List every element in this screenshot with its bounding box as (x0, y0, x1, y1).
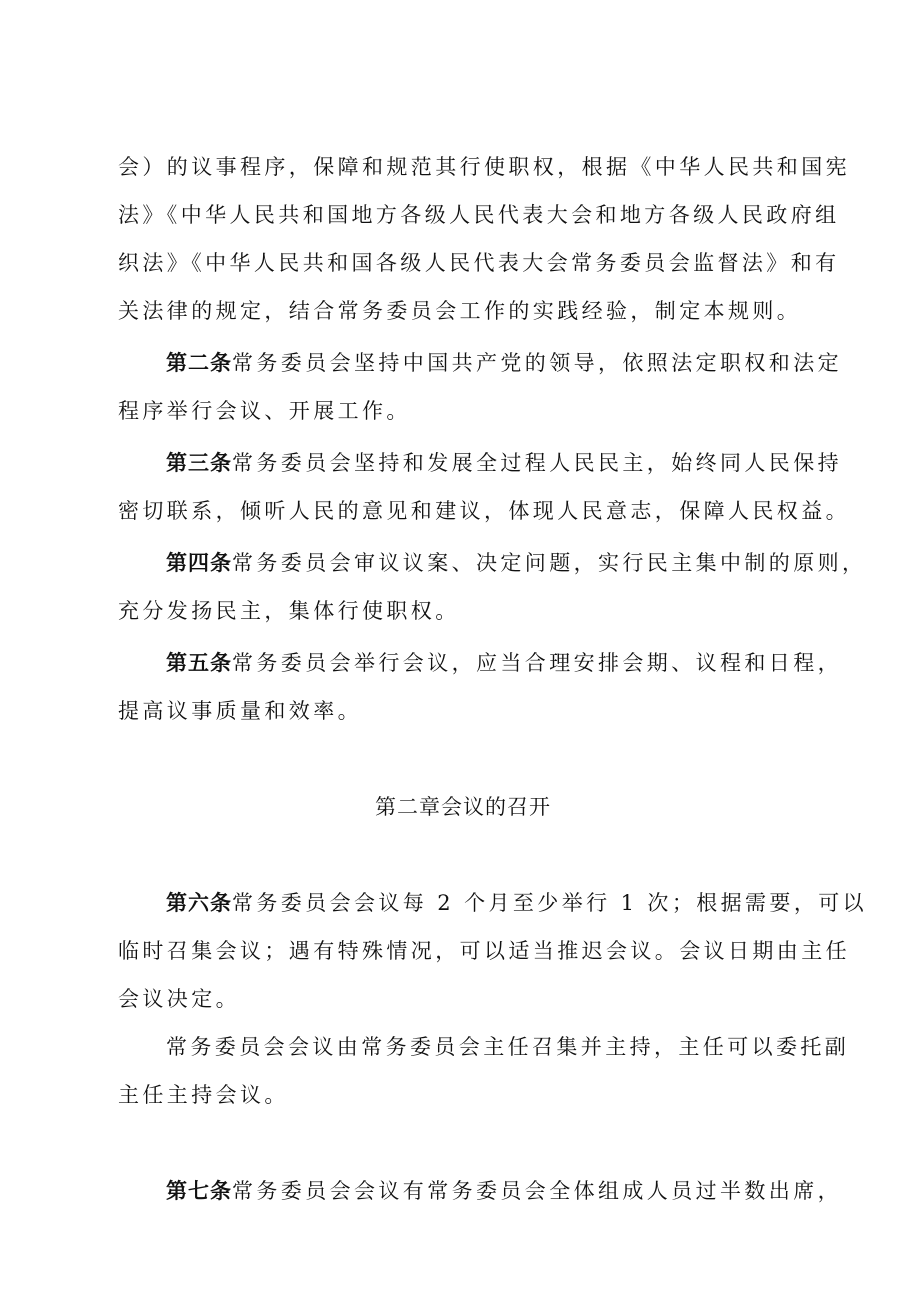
article-5-text-1: 常务委员会举行会议，应当合理安排会期、议程和日程， (232, 651, 842, 675)
article-4-line-2: 充分发扬民主，集体行使职权。 (118, 599, 460, 623)
article-6-line-2: 临时召集会议；遇有特殊情况，可以适当推迟会议。会议日期由主任 (118, 939, 850, 963)
article-2-line-1 (118, 339, 842, 387)
article-2-label: 第二条 (166, 351, 232, 375)
article-5-line-1 (118, 639, 842, 687)
article-5-line-2: 提高议事质量和效率。 (118, 699, 362, 723)
article-6-line-1 (118, 879, 868, 927)
article-3-line-1 (118, 439, 842, 487)
article-3-text-1: 常务委员会坚持和发展全过程人民民主，始终同人民保持 (232, 451, 842, 475)
article-6-line-3: 会议决定。 (118, 987, 240, 1011)
article-4-text-1: 常务委员会审议议案、决定问题，实行民主集中制的原则， (232, 551, 867, 575)
article-6-label: 第六条 (166, 891, 232, 915)
article-5-label: 第五条 (166, 651, 232, 675)
intro-line-2: 法》《中华人民共和国地方各级人民代表大会和地方各级人民政府组 (118, 203, 840, 227)
chapter-2-title: 第二章会议的召开 (375, 795, 551, 819)
article-2-text-1: 常务委员会坚持中国共产党的领导，依照法定职权和法定 (232, 351, 842, 375)
article-3-label: 第三条 (166, 451, 232, 475)
article-6-para-2-line-2: 主任主持会议。 (118, 1083, 289, 1107)
article-2-line-2: 程序举行会议、开展工作。 (118, 399, 411, 423)
intro-line-3: 织法》《中华人民共和国各级人民代表大会常务委员会监督法》和有 (118, 251, 840, 275)
article-4-line-1 (118, 539, 867, 587)
article-6-para-2-line-1: 常务委员会会议由常务委员会主任召集并主持，主任可以委托副 (166, 1035, 850, 1059)
intro-line-1: 会）的议事程序，保障和规范其行使职权，根据《中华人民共和国宪 (118, 155, 850, 179)
intro-line-4: 关法律的规定，结合常务委员会工作的实践经验，制定本规则。 (118, 299, 802, 323)
article-4-label: 第四条 (166, 551, 232, 575)
document-page (118, 143, 868, 1215)
article-7-line-1 (118, 1167, 842, 1215)
article-3-line-2: 密切联系，倾听人民的意见和建议，体现人民意志，保障人民权益。 (118, 499, 850, 523)
article-6-text-1: 常务委员会会议每 2 个月至少举行 1 次；根据需要，可以 (232, 891, 868, 915)
article-7-label: 第七条 (166, 1179, 232, 1203)
article-7-text-1: 常务委员会会议有常务委员会全体组成人员过半数出席， (232, 1179, 842, 1203)
